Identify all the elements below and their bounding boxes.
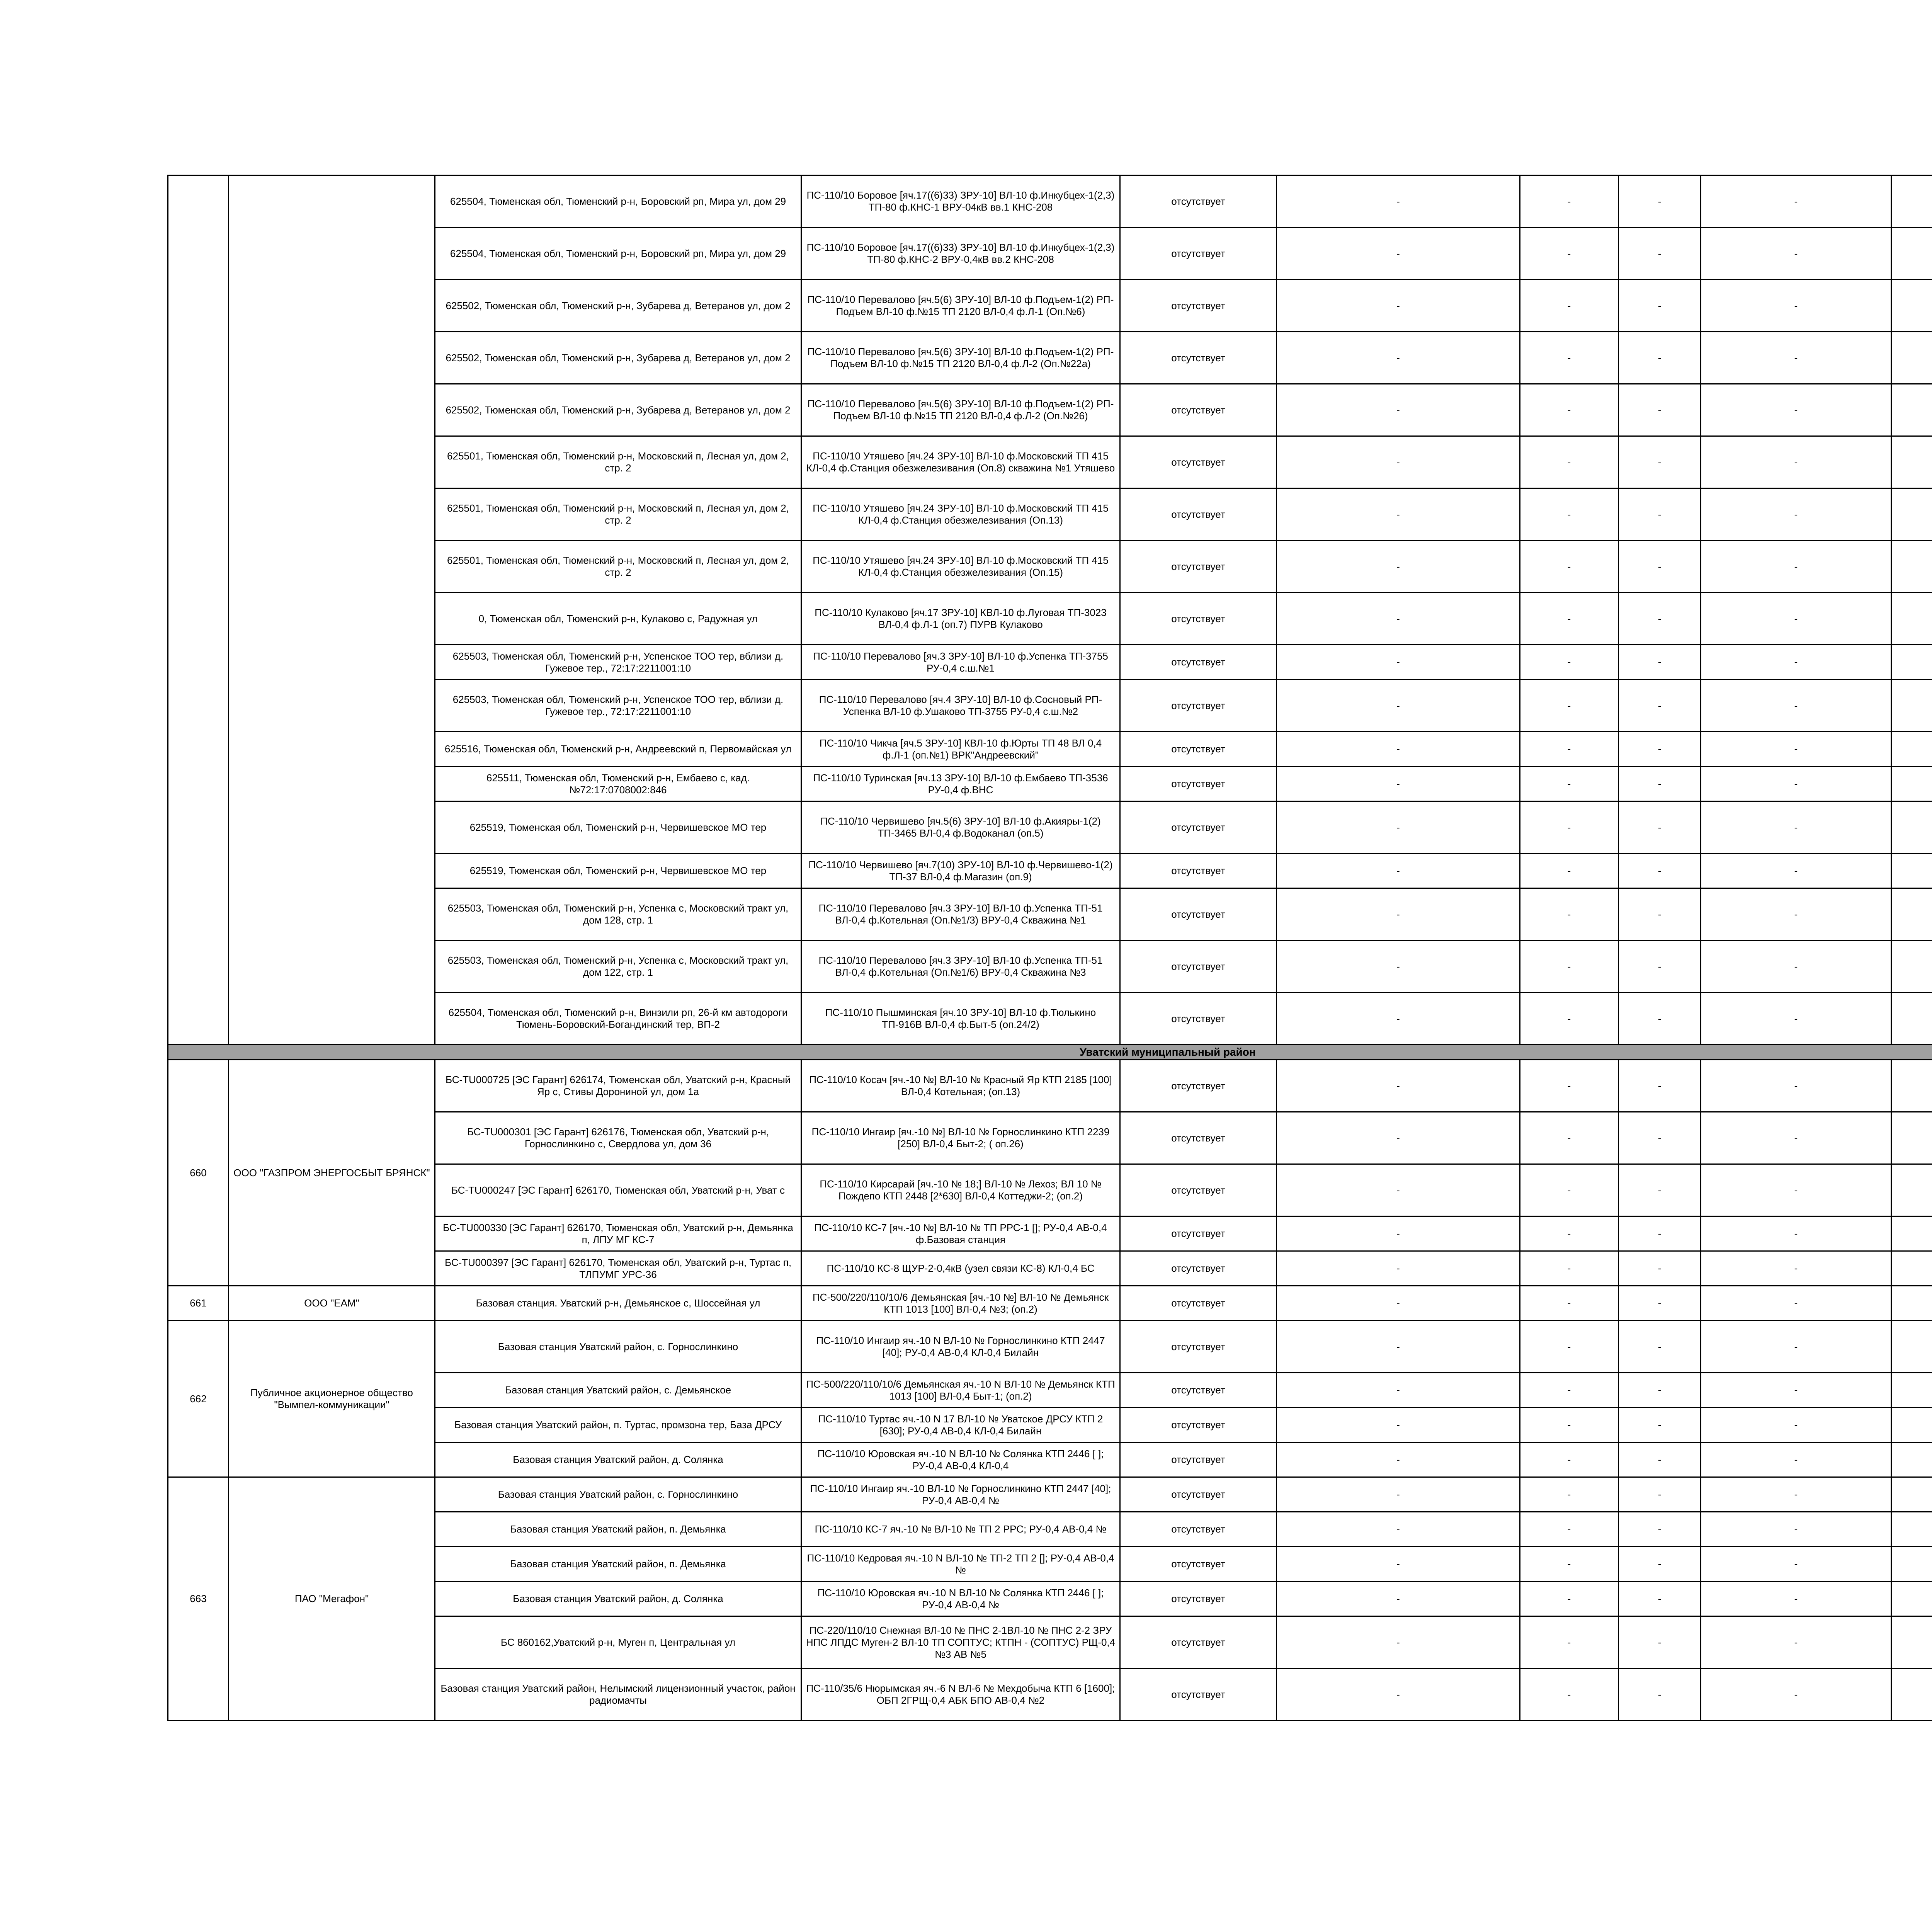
dash-cell: - <box>1701 645 1891 680</box>
dash-cell: - <box>1619 1547 1701 1582</box>
restriction-status: отсутствует <box>1120 732 1277 767</box>
dash-cell: - <box>1277 767 1520 801</box>
dash-cell: - <box>1701 1251 1891 1286</box>
dash-cell <box>1891 1512 1932 1547</box>
group-number: 660 <box>168 1060 229 1286</box>
dash-cell <box>1891 1112 1932 1164</box>
dash-cell: - <box>1619 1373 1701 1408</box>
dash-cell: - <box>1277 1616 1520 1669</box>
dash-cell: - <box>1520 645 1619 680</box>
restriction-status: отсутствует <box>1120 645 1277 680</box>
group-number: 663 <box>168 1477 229 1721</box>
dash-cell <box>1891 680 1932 732</box>
supply-scheme: ПС-110/10 КС-7 яч.-10 № ВЛ-10 № ТП 2 РРС; РУ-0,4 АВ-0,4 № <box>801 1512 1120 1547</box>
restriction-status: отсутствует <box>1120 1512 1277 1547</box>
dash-cell: - <box>1701 1408 1891 1442</box>
group-name: Публичное акционерное общество "Вымпел-коммуникации" <box>229 1321 435 1477</box>
dash-cell <box>1891 888 1932 941</box>
restriction-status: отсутствует <box>1120 1669 1277 1721</box>
dash-cell: - <box>1701 680 1891 732</box>
dash-cell: - <box>1701 1321 1891 1373</box>
dash-cell: - <box>1277 1512 1520 1547</box>
table-row <box>168 1477 1932 1512</box>
supply-scheme: ПС-110/10 Перевалово [яч.5(6) ЗРУ-10] ВЛ-10 ф.Подъем-1(2) РП-Подъем ВЛ-10 ф.№15 ТП 2120 ВЛ-0,4 ф.Л-2 (Оп.№26) <box>801 384 1120 436</box>
dash-cell: - <box>1277 801 1520 854</box>
dash-cell <box>1891 1442 1932 1477</box>
supply-scheme: ПС-110/10 Юровская яч.-10 N ВЛ-10 № Солянка КТП 2446 [ ]; РУ-0,4 АВ-0,4 КЛ-0,4 <box>801 1442 1120 1477</box>
dash-cell: - <box>1701 993 1891 1045</box>
dash-cell <box>1891 488 1932 541</box>
dash-cell: - <box>1520 541 1619 593</box>
dash-cell: - <box>1277 541 1520 593</box>
dash-cell <box>1891 1616 1932 1669</box>
dash-cell: - <box>1277 1251 1520 1286</box>
dash-cell: - <box>1277 1547 1520 1582</box>
group-number: 662 <box>168 1321 229 1477</box>
object-address: 625519, Тюменская обл, Тюменский р-н, Червишевское МО тер <box>435 854 801 888</box>
dash-cell: - <box>1701 1547 1891 1582</box>
dash-cell: - <box>1277 1477 1520 1512</box>
dash-cell: - <box>1619 1408 1701 1442</box>
dash-cell: - <box>1701 280 1891 332</box>
dash-cell <box>1891 1582 1932 1616</box>
supply-scheme: ПС-110/35/6 Нюрымская яч.-6 N ВЛ-6 № Мехдобыча КТП 6 [1600]; ОБП 2ГРЩ-0,4 АБК БПО АВ-0,4 №2 <box>801 1669 1120 1721</box>
object-address: Базовая станция Уватский район, с. Горнослинкино <box>435 1321 801 1373</box>
dash-cell: - <box>1277 593 1520 645</box>
object-address: 625501, Тюменская обл, Тюменский р-н, Московский п, Лесная ул, дом 2, стр. 2 <box>435 488 801 541</box>
dash-cell: - <box>1701 1164 1891 1216</box>
dash-cell: - <box>1277 1286 1520 1321</box>
supply-scheme: ПС-110/10 Перевалово [яч.4 ЗРУ-10] ВЛ-10 ф.Сосновый РП-Успенка ВЛ-10 ф.Ушаково ТП-3755 РУ-0,4 с.ш.№2 <box>801 680 1120 732</box>
dash-cell <box>1891 332 1932 384</box>
restriction-status: отсутствует <box>1120 593 1277 645</box>
dash-cell: - <box>1701 732 1891 767</box>
group-number-cell <box>168 175 229 1045</box>
restriction-status: отсутствует <box>1120 175 1277 228</box>
supply-scheme: ПС-110/10 Ингаир [яч.-10 №] ВЛ-10 № Горнослинкино КТП 2239 [250] ВЛ-0,4 Быт-2; ( оп.26) <box>801 1112 1120 1164</box>
supply-scheme: ПС-110/10 Кирсарай [яч.-10 № 18;] ВЛ-10 № Лехоз; ВЛ 10 № Пождепо КТП 2448 [2*630] ВЛ-0,4 Коттеджи-2; (оп.2) <box>801 1164 1120 1216</box>
dash-cell: - <box>1619 767 1701 801</box>
object-address: Базовая станция Уватский район, Нелымский лицензионный участок, район радиомачты <box>435 1669 801 1721</box>
supply-scheme: ПС-110/10 Кулаково [яч.17 ЗРУ-10] КВЛ-10 ф.Луговая ТП-3023 ВЛ-0,4 ф.Л-1 (оп.7) ПУРВ Кулаково <box>801 593 1120 645</box>
dash-cell: - <box>1520 1512 1619 1547</box>
supply-scheme: ПС-500/220/110/10/6 Демьянская яч.-10 N ВЛ-10 № Демьянск КТП 1013 [100] ВЛ-0,4 Быт-1; (оп.2) <box>801 1373 1120 1408</box>
dash-cell <box>1891 732 1932 767</box>
restriction-status: отсутствует <box>1120 1547 1277 1582</box>
dash-cell: - <box>1619 1512 1701 1547</box>
dash-cell: - <box>1619 1582 1701 1616</box>
dash-cell: - <box>1619 1477 1701 1512</box>
dash-cell <box>1891 436 1932 488</box>
dash-cell: - <box>1701 1669 1891 1721</box>
group-name-cell <box>229 175 435 1045</box>
object-address: Базовая станция Уватский район, п. Демьянка <box>435 1547 801 1582</box>
supply-scheme: ПС-110/10 Утяшево [яч.24 ЗРУ-10] ВЛ-10 ф.Московский ТП 415 КЛ-0,4 ф.Станция обезжелезивания (Оп.8) скважина №1 Утяшево <box>801 436 1120 488</box>
restriction-status: отсутствует <box>1120 941 1277 993</box>
restriction-status: отсутствует <box>1120 888 1277 941</box>
dash-cell: - <box>1701 767 1891 801</box>
dash-cell <box>1891 645 1932 680</box>
dash-cell: - <box>1701 1442 1891 1477</box>
table-row <box>168 1286 1932 1321</box>
dash-cell: - <box>1701 1477 1891 1512</box>
dash-cell: - <box>1619 645 1701 680</box>
dash-cell: - <box>1619 332 1701 384</box>
dash-cell: - <box>1277 1060 1520 1112</box>
restriction-status: отсутствует <box>1120 384 1277 436</box>
dash-cell: - <box>1520 1251 1619 1286</box>
supply-scheme: ПС-500/220/110/10/6 Демьянская [яч.-10 №] ВЛ-10 № Демьянск КТП 1013 [100] ВЛ-0,4 №3; (оп.2) <box>801 1286 1120 1321</box>
dash-cell: - <box>1520 1616 1619 1669</box>
dash-cell: - <box>1701 488 1891 541</box>
restriction-status: отсутствует <box>1120 767 1277 801</box>
supply-scheme: ПС-110/10 Ингаир яч.-10 ВЛ-10 № Горнослинкино КТП 2447 [40]; РУ-0,4 АВ-0,4 № <box>801 1477 1120 1512</box>
supply-scheme: ПС-110/10 Кедровая яч.-10 N ВЛ-10 № ТП-2 ТП 2 []; РУ-0,4 АВ-0,4 № <box>801 1547 1120 1582</box>
object-address: 625502, Тюменская обл, Тюменский р-н, Зубарева д, Ветеранов ул, дом 2 <box>435 280 801 332</box>
dash-cell <box>1891 1286 1932 1321</box>
dash-cell <box>1891 1477 1932 1512</box>
dash-cell <box>1891 1251 1932 1286</box>
dash-cell: - <box>1520 1373 1619 1408</box>
dash-cell <box>1891 541 1932 593</box>
dash-cell: - <box>1619 1616 1701 1669</box>
object-address: Базовая станция Уватский район, с. Демьянское <box>435 1373 801 1408</box>
dash-cell: - <box>1619 888 1701 941</box>
supply-scheme: ПС-110/10 Червишево [яч.5(6) ЗРУ-10] ВЛ-10 ф.Акияры-1(2) ТП-3465 ВЛ-0,4 ф.Водоканал (оп.5) <box>801 801 1120 854</box>
dash-cell: - <box>1520 488 1619 541</box>
restriction-status: отсутствует <box>1120 1251 1277 1286</box>
supply-scheme: ПС-110/10 Утяшево [яч.24 ЗРУ-10] ВЛ-10 ф.Московский ТП 415 КЛ-0,4 ф.Станция обезжелезивания (Оп.13) <box>801 488 1120 541</box>
dash-cell: - <box>1520 332 1619 384</box>
supply-scheme: ПС-110/10 КС-7 [яч.-10 №] ВЛ-10 № ТП РРС-1 []; РУ-0,4 АВ-0,4 ф.Базовая станция <box>801 1216 1120 1251</box>
dash-cell <box>1891 767 1932 801</box>
object-address: 625503, Тюменская обл, Тюменский р-н, Успенское ТОО тер, вблизи д. Гужевое тер., 72:17:2211001:10 <box>435 680 801 732</box>
dash-cell: - <box>1619 680 1701 732</box>
dash-cell: - <box>1701 801 1891 854</box>
restriction-status: отсутствует <box>1120 1408 1277 1442</box>
restriction-status: отсутствует <box>1120 488 1277 541</box>
dash-cell: - <box>1277 732 1520 767</box>
dash-cell: - <box>1701 541 1891 593</box>
supply-scheme: ПС-110/10 Червишево [яч.7(10) ЗРУ-10] ВЛ-10 ф.Червишево-1(2) ТП-37 ВЛ-0,4 ф.Магазин (оп.9) <box>801 854 1120 888</box>
restriction-status: отсутствует <box>1120 1616 1277 1669</box>
dash-cell: - <box>1277 488 1520 541</box>
object-address: 0, Тюменская обл, Тюменский р-н, Кулаково с, Радужная ул <box>435 593 801 645</box>
object-address: Базовая станция Уватский район, п. Демьянка <box>435 1512 801 1547</box>
object-address: 625503, Тюменская обл, Тюменский р-н, Успенка с, Московский тракт ул, дом 128, стр. 1 <box>435 888 801 941</box>
dash-cell: - <box>1520 228 1619 280</box>
dash-cell: - <box>1520 732 1619 767</box>
dash-cell: - <box>1277 1164 1520 1216</box>
dash-cell: - <box>1701 1060 1891 1112</box>
object-address: Базовая станция Уватский район, с. Горнослинкино <box>435 1477 801 1512</box>
dash-cell: - <box>1701 593 1891 645</box>
dash-cell: - <box>1277 1321 1520 1373</box>
restriction-status: отсутствует <box>1120 1442 1277 1477</box>
dash-cell <box>1891 1669 1932 1721</box>
object-address: Базовая станция Уватский район, п. Туртас, промзона тер, База ДРСУ <box>435 1408 801 1442</box>
dash-cell: - <box>1520 175 1619 228</box>
dash-cell: - <box>1619 941 1701 993</box>
dash-cell: - <box>1619 1164 1701 1216</box>
supply-scheme: ПС-220/110/10 Снежная ВЛ-10 № ПНС 2-1ВЛ-10 № ПНС 2-2 ЗРУ НПС ЛПДС Муген-2 ВЛ-10 ТП СОПТУС; КТПН - (СОПТУС) РЩ-0,4 №3 АВ №5 <box>801 1616 1120 1669</box>
dash-cell: - <box>1619 1112 1701 1164</box>
restriction-status: отсутствует <box>1120 801 1277 854</box>
dash-cell: - <box>1520 767 1619 801</box>
restriction-status: отсутствует <box>1120 1164 1277 1216</box>
dash-cell: - <box>1619 228 1701 280</box>
dash-cell: - <box>1701 1582 1891 1616</box>
dash-cell: - <box>1277 175 1520 228</box>
dash-cell <box>1891 993 1932 1045</box>
dash-cell: - <box>1619 280 1701 332</box>
supply-scheme: ПС-110/10 Перевалово [яч.5(6) ЗРУ-10] ВЛ-10 ф.Подъем-1(2) РП-Подъем ВЛ-10 ф.№15 ТП 2120 ВЛ-0,4 ф.Л-1 (Оп.№6) <box>801 280 1120 332</box>
dash-cell <box>1891 1373 1932 1408</box>
restriction-status: отсутствует <box>1120 228 1277 280</box>
dash-cell: - <box>1277 384 1520 436</box>
supply-scheme: ПС-110/10 Пышминская [яч.10 ЗРУ-10] ВЛ-10 ф.Тюлькино ТП-916В ВЛ-0,4 ф.Быт-5 (оп.24/2) <box>801 993 1120 1045</box>
supply-scheme: ПС-110/10 Косач [яч.-10 №] ВЛ-10 № Красный Яр КТП 2185 [100] ВЛ-0,4 Котельная; (оп.13) <box>801 1060 1120 1112</box>
object-address: 625516, Тюменская обл, Тюменский р-н, Андреевский п, Первомайская ул <box>435 732 801 767</box>
restriction-status: отсутствует <box>1120 680 1277 732</box>
dash-cell <box>1891 1408 1932 1442</box>
dash-cell: - <box>1520 1547 1619 1582</box>
dash-cell <box>1891 175 1932 228</box>
dash-cell: - <box>1619 1286 1701 1321</box>
dash-cell: - <box>1520 1321 1619 1373</box>
dash-cell: - <box>1619 854 1701 888</box>
dash-cell <box>1891 228 1932 280</box>
dash-cell: - <box>1701 888 1891 941</box>
dash-cell: - <box>1520 888 1619 941</box>
dash-cell: - <box>1520 1442 1619 1477</box>
dash-cell <box>1891 1060 1932 1112</box>
dash-cell: - <box>1701 1286 1891 1321</box>
restriction-status: отсутствует <box>1120 436 1277 488</box>
dash-cell: - <box>1619 541 1701 593</box>
dash-cell: - <box>1520 801 1619 854</box>
object-address: Базовая станция Уватский район, д. Солянка <box>435 1582 801 1616</box>
supply-scheme: ПС-110/10 Юровская яч.-10 N ВЛ-10 № Солянка КТП 2446 [ ]; РУ-0,4 АВ-0,4 № <box>801 1582 1120 1616</box>
restriction-status: отсутствует <box>1120 854 1277 888</box>
object-address: 625504, Тюменская обл, Тюменский р-н, Винзили рп, 26-й км автодороги Тюмень-Боровский-Богандинский тер, ВП-2 <box>435 993 801 1045</box>
dash-cell: - <box>1619 801 1701 854</box>
dash-cell: - <box>1701 1216 1891 1251</box>
section-header-row <box>168 1045 1932 1060</box>
dash-cell: - <box>1520 593 1619 645</box>
dash-cell: - <box>1619 1060 1701 1112</box>
supply-scheme: ПС-110/10 Ингаир яч.-10 N ВЛ-10 № Горнослинкино КТП 2447 [40]; РУ-0,4 АВ-0,4 КЛ-0,4 Билайн <box>801 1321 1120 1373</box>
object-address: Базовая станция. Уватский р-н, Демьянское с, Шоссейная ул <box>435 1286 801 1321</box>
dash-cell: - <box>1277 280 1520 332</box>
dash-cell: - <box>1520 993 1619 1045</box>
supply-scheme: ПС-110/10 Туринская [яч.13 ЗРУ-10] ВЛ-10 ф.Ембаево ТП-3536 РУ-0,4 ф.ВНС <box>801 767 1120 801</box>
object-address: 625502, Тюменская обл, Тюменский р-н, Зубарева д, Ветеранов ул, дом 2 <box>435 384 801 436</box>
object-address: 625503, Тюменская обл, Тюменский р-н, Успенка с, Московский тракт ул, дом 122, стр. 1 <box>435 941 801 993</box>
dash-cell: - <box>1520 680 1619 732</box>
dash-cell: - <box>1277 854 1520 888</box>
dash-cell <box>1891 1547 1932 1582</box>
object-address: БС 860162,Уватский р-н, Муген п, Центральная ул <box>435 1616 801 1669</box>
dash-cell <box>1891 854 1932 888</box>
dash-cell <box>1891 1164 1932 1216</box>
dash-cell: - <box>1619 1321 1701 1373</box>
object-address: 625519, Тюменская обл, Тюменский р-н, Червишевское МО тер <box>435 801 801 854</box>
dash-cell: - <box>1701 436 1891 488</box>
restriction-status: отсутствует <box>1120 332 1277 384</box>
dash-cell: - <box>1701 1373 1891 1408</box>
dash-cell: - <box>1277 680 1520 732</box>
supply-scheme: ПС-110/10 Перевалово [яч.3 ЗРУ-10] ВЛ-10 ф.Успенка ТП-51 ВЛ-0,4 ф.Котельная (Оп.№1/6) ВРУ-0,4 Скважина №3 <box>801 941 1120 993</box>
dash-cell: - <box>1520 1669 1619 1721</box>
dash-cell: - <box>1277 1669 1520 1721</box>
dash-cell: - <box>1277 941 1520 993</box>
restriction-status: отсутствует <box>1120 1321 1277 1373</box>
supply-scheme: ПС-110/10 Боровое [яч.17((6)33) ЗРУ-10] ВЛ-10 ф.Инкубцех-1(2,3) ТП-80 ф.КНС-1 ВРУ-04кВ вв.1 КНС-208 <box>801 175 1120 228</box>
dash-cell: - <box>1619 1442 1701 1477</box>
dash-cell: - <box>1701 1512 1891 1547</box>
dash-cell: - <box>1277 1582 1520 1616</box>
object-address: 625511, Тюменская обл, Тюменский р-н, Ембаево с, кад.№72:17:0708002:846 <box>435 767 801 801</box>
restriction-status: отсутствует <box>1120 1477 1277 1512</box>
object-address: БС-TU000397 [ЭС Гарант] 626170, Тюменская обл, Уватский р-н, Туртас п, ТЛПУМГ УРС-36 <box>435 1251 801 1286</box>
dash-cell: - <box>1277 436 1520 488</box>
data-table <box>167 175 1932 1721</box>
object-address: БС-TU000247 [ЭС Гарант] 626170, Тюменская обл, Уватский р-н, Уват с <box>435 1164 801 1216</box>
dash-cell: - <box>1277 993 1520 1045</box>
dash-cell: - <box>1520 1477 1619 1512</box>
dash-cell <box>1891 593 1932 645</box>
dash-cell: - <box>1520 854 1619 888</box>
dash-cell: - <box>1701 175 1891 228</box>
dash-cell: - <box>1520 1408 1619 1442</box>
dash-cell: - <box>1701 941 1891 993</box>
dash-cell: - <box>1701 332 1891 384</box>
dash-cell: - <box>1520 436 1619 488</box>
dash-cell: - <box>1277 1373 1520 1408</box>
dash-cell: - <box>1277 332 1520 384</box>
dash-cell: - <box>1520 1286 1619 1321</box>
table-row <box>168 1060 1932 1112</box>
group-name: ООО "ГАЗПРОМ ЭНЕРГОСБЫТ БРЯНСК" <box>229 1060 435 1286</box>
dash-cell <box>1891 941 1932 993</box>
dash-cell: - <box>1619 175 1701 228</box>
dash-cell: - <box>1701 1616 1891 1669</box>
supply-scheme: ПС-110/10 Туртас яч.-10 N 17 ВЛ-10 № Уватское ДРСУ КТП 2 [630]; РУ-0,4 АВ-0,4 КЛ-0,4 Билайн <box>801 1408 1120 1442</box>
restriction-status: отсутствует <box>1120 1060 1277 1112</box>
group-number: 661 <box>168 1286 229 1321</box>
dash-cell: - <box>1520 1216 1619 1251</box>
object-address: 625502, Тюменская обл, Тюменский р-н, Зубарева д, Ветеранов ул, дом 2 <box>435 332 801 384</box>
object-address: 625503, Тюменская обл, Тюменский р-н, Успенское ТОО тер, вблизи д. Гужевое тер., 72:17:2211001:10 <box>435 645 801 680</box>
section-header: Уватский муниципальный район <box>168 1045 1932 1060</box>
dash-cell: - <box>1277 228 1520 280</box>
dash-cell: - <box>1277 1216 1520 1251</box>
restriction-status: отсутствует <box>1120 1216 1277 1251</box>
dash-cell <box>1891 1321 1932 1373</box>
dash-cell: - <box>1520 1164 1619 1216</box>
dash-cell: - <box>1520 384 1619 436</box>
restriction-status: отсутствует <box>1120 280 1277 332</box>
dash-cell <box>1891 1216 1932 1251</box>
object-address: БС-TU000330 [ЭС Гарант] 626170, Тюменская обл, Уватский р-н, Демьянка п, ЛПУ МГ КС-7 <box>435 1216 801 1251</box>
dash-cell: - <box>1520 941 1619 993</box>
supply-scheme: ПС-110/10 Перевалово [яч.3 ЗРУ-10] ВЛ-10 ф.Успенка ТП-3755 РУ-0,4 с.ш.№1 <box>801 645 1120 680</box>
table-row <box>168 175 1932 228</box>
supply-scheme: ПС-110/10 Чикча [яч.5 ЗРУ-10] КВЛ-10 ф.Юрты ТП 48 ВЛ 0,4 ф.Л-1 (оп.№1) ВРК"Андреевский" <box>801 732 1120 767</box>
object-address: 625504, Тюменская обл, Тюменский р-н, Боровский рп, Мира ул, дом 29 <box>435 175 801 228</box>
object-address: 625504, Тюменская обл, Тюменский р-н, Боровский рп, Мира ул, дом 29 <box>435 228 801 280</box>
dash-cell: - <box>1277 888 1520 941</box>
dash-cell: - <box>1619 436 1701 488</box>
object-address: 625501, Тюменская обл, Тюменский р-н, Московский п, Лесная ул, дом 2, стр. 2 <box>435 541 801 593</box>
dash-cell <box>1891 384 1932 436</box>
dash-cell: - <box>1520 280 1619 332</box>
dash-cell <box>1891 801 1932 854</box>
dash-cell: - <box>1619 1216 1701 1251</box>
object-address: БС-TU000725 [ЭС Гарант] 626174, Тюменская обл, Уватский р-н, Красный Яр с, Стивы Дорониной ул, дом 1а <box>435 1060 801 1112</box>
supply-scheme: ПС-110/10 Перевалово [яч.5(6) ЗРУ-10] ВЛ-10 ф.Подъем-1(2) РП-Подъем ВЛ-10 ф.№15 ТП 2120 ВЛ-0,4 ф.Л-2 (Оп.№22а) <box>801 332 1120 384</box>
object-address: БС-TU000301 [ЭС Гарант] 626176, Тюменская обл, Уватский р-н, Горнослинкино с, Свердлова ул, дом 36 <box>435 1112 801 1164</box>
dash-cell: - <box>1520 1112 1619 1164</box>
dash-cell: - <box>1277 1442 1520 1477</box>
dash-cell: - <box>1701 228 1891 280</box>
restriction-status: отсутствует <box>1120 1286 1277 1321</box>
supply-scheme: ПС-110/10 КС-8 ЩУР-2-0,4кВ (узел связи КС-8) КЛ-0,4 БС <box>801 1251 1120 1286</box>
supply-scheme: ПС-110/10 Перевалово [яч.3 ЗРУ-10] ВЛ-10 ф.Успенка ТП-51 ВЛ-0,4 ф.Котельная (Оп.№1/3) ВРУ-0,4 Скважина №1 <box>801 888 1120 941</box>
supply-scheme: ПС-110/10 Утяшево [яч.24 ЗРУ-10] ВЛ-10 ф.Московский ТП 415 КЛ-0,4 ф.Станция обезжелезивания (Оп.15) <box>801 541 1120 593</box>
restriction-status: отсутствует <box>1120 993 1277 1045</box>
group-name: ООО "ЕАМ" <box>229 1286 435 1321</box>
dash-cell: - <box>1619 1251 1701 1286</box>
dash-cell: - <box>1520 1060 1619 1112</box>
dash-cell: - <box>1619 384 1701 436</box>
dash-cell: - <box>1277 645 1520 680</box>
restriction-status: отсутствует <box>1120 541 1277 593</box>
dash-cell <box>1891 280 1932 332</box>
object-address: 625501, Тюменская обл, Тюменский р-н, Московский п, Лесная ул, дом 2, стр. 2 <box>435 436 801 488</box>
dash-cell: - <box>1520 1582 1619 1616</box>
group-name: ПАО "Мегафон" <box>229 1477 435 1721</box>
supply-scheme: ПС-110/10 Боровое [яч.17((6)33) ЗРУ-10] ВЛ-10 ф.Инкубцех-1(2,3) ТП-80 ф.КНС-2 ВРУ-0,4кВ вв.2 КНС-208 <box>801 228 1120 280</box>
object-address: Базовая станция Уватский район, д. Солянка <box>435 1442 801 1477</box>
restriction-status: отсутствует <box>1120 1112 1277 1164</box>
dash-cell: - <box>1619 993 1701 1045</box>
dash-cell: - <box>1619 593 1701 645</box>
dash-cell: - <box>1277 1408 1520 1442</box>
dash-cell: - <box>1277 1112 1520 1164</box>
restriction-status: отсутствует <box>1120 1582 1277 1616</box>
dash-cell: - <box>1619 1669 1701 1721</box>
restriction-status: отсутствует <box>1120 1373 1277 1408</box>
dash-cell: - <box>1701 854 1891 888</box>
table-row <box>168 1321 1932 1373</box>
dash-cell: - <box>1701 384 1891 436</box>
dash-cell: - <box>1701 1112 1891 1164</box>
dash-cell: - <box>1619 488 1701 541</box>
dash-cell: - <box>1619 732 1701 767</box>
